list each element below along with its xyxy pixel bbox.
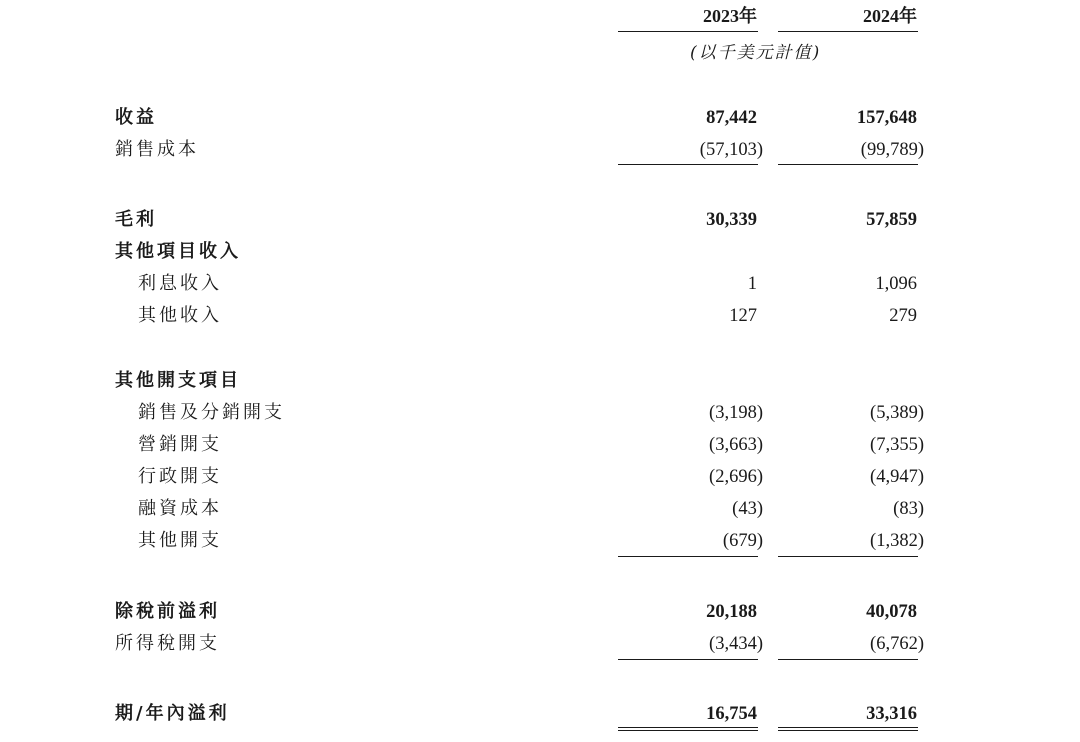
subtotal-rule-2023 bbox=[618, 659, 758, 660]
value-2023: 20,188 bbox=[706, 602, 757, 622]
value-2023: 87,442 bbox=[706, 108, 757, 128]
table-row-marketing bbox=[0, 429, 1080, 461]
value-2023: (3,663) bbox=[709, 435, 763, 455]
value-2023: 1 bbox=[747, 274, 757, 294]
table-row-selling-distribution bbox=[0, 397, 1080, 429]
value-2024: 57,859 bbox=[866, 210, 917, 230]
value-2024: 1,096 bbox=[875, 274, 917, 294]
table-row-other-expense-items bbox=[0, 365, 1080, 397]
value-2023: 127 bbox=[729, 306, 757, 326]
value-2024: (5,389) bbox=[870, 403, 924, 423]
subtotal-rule-2024 bbox=[778, 556, 918, 557]
table-row-cost-of-sales bbox=[0, 134, 1080, 166]
subtotal-rule-2023 bbox=[618, 164, 758, 165]
value-2023: (679) bbox=[722, 531, 763, 551]
value-2023: 16,754 bbox=[706, 704, 757, 724]
row-label: 其他收入 bbox=[138, 305, 222, 326]
total-double-rule-2023 bbox=[618, 727, 758, 731]
value-2024: (83) bbox=[893, 499, 924, 519]
value-2024: (1,382) bbox=[870, 531, 924, 551]
subtotal-rule-2024 bbox=[778, 164, 918, 165]
table-row-other-expenses bbox=[0, 525, 1080, 557]
row-label: 其他開支 bbox=[138, 530, 222, 551]
row-label: 銷售成本 bbox=[115, 139, 199, 160]
table-row-other-income-items bbox=[0, 236, 1080, 268]
table-row-income-tax bbox=[0, 628, 1080, 660]
row-label: 營銷開支 bbox=[138, 434, 222, 455]
row-label: 收益 bbox=[115, 107, 157, 128]
table-row-profit-before-tax bbox=[0, 596, 1080, 628]
row-label: 銷售及分銷開支 bbox=[138, 402, 285, 423]
value-2023: (3,198) bbox=[709, 403, 763, 423]
section-label: 其他開支項目 bbox=[115, 370, 241, 391]
row-label: 行政開支 bbox=[138, 466, 222, 487]
column-header-2024: 2024年 bbox=[863, 6, 917, 26]
value-2023: (43) bbox=[732, 499, 763, 519]
table-row-profit-for-period bbox=[0, 698, 1080, 730]
value-2024: 279 bbox=[889, 306, 917, 326]
value-2024: 40,078 bbox=[866, 602, 917, 622]
table-row-administrative bbox=[0, 461, 1080, 493]
row-label: 所得稅開支 bbox=[115, 633, 220, 654]
row-label: 毛利 bbox=[115, 209, 157, 230]
total-double-rule-2024 bbox=[778, 727, 918, 731]
table-row-gross-profit bbox=[0, 204, 1080, 236]
header-rule-2024 bbox=[778, 31, 918, 32]
value-2023: 30,339 bbox=[706, 210, 757, 230]
subtotal-rule-2024 bbox=[778, 659, 918, 660]
unit-note: (以千美元計值) bbox=[690, 43, 822, 63]
table-row-interest-income bbox=[0, 268, 1080, 300]
header-rule-2023 bbox=[618, 31, 758, 32]
value-2024: (6,762) bbox=[870, 634, 924, 654]
row-label: 除稅前溢利 bbox=[115, 601, 220, 622]
row-label: 期/年內溢利 bbox=[115, 703, 230, 724]
value-2023: (2,696) bbox=[709, 467, 763, 487]
table-row-other-income bbox=[0, 300, 1080, 332]
column-header-2023: 2023年 bbox=[703, 6, 757, 26]
value-2023: (57,103) bbox=[699, 140, 763, 160]
value-2023: (3,434) bbox=[709, 634, 763, 654]
subtotal-rule-2023 bbox=[618, 556, 758, 557]
value-2024: (7,355) bbox=[870, 435, 924, 455]
table-row-revenue bbox=[0, 102, 1080, 134]
value-2024: (99,789) bbox=[860, 140, 924, 160]
table-row-finance-costs bbox=[0, 493, 1080, 525]
value-2024: 157,648 bbox=[856, 108, 917, 128]
section-label: 其他項目收入 bbox=[115, 241, 241, 262]
value-2024: (4,947) bbox=[870, 467, 924, 487]
row-label: 融資成本 bbox=[138, 498, 222, 519]
row-label: 利息收入 bbox=[138, 273, 222, 294]
value-2024: 33,316 bbox=[866, 704, 917, 724]
